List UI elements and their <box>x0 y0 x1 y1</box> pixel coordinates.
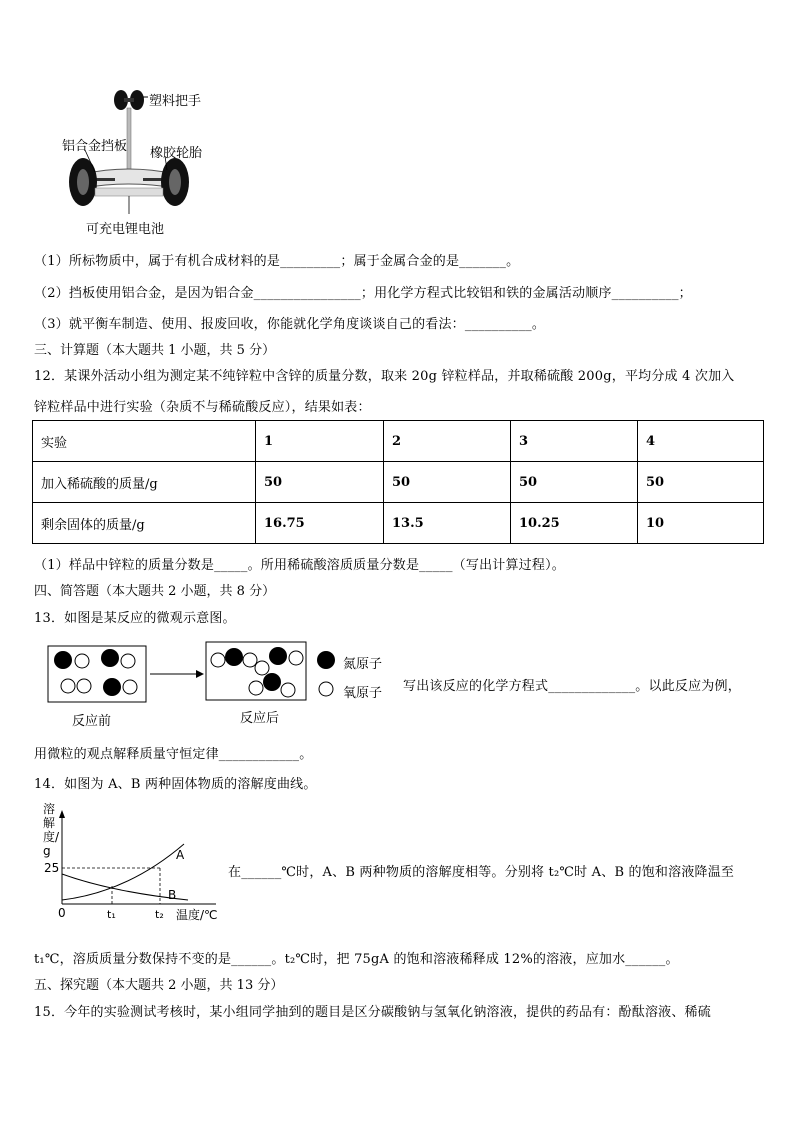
q13-line2: 用微粒的观点解释质量守恒定律____________。 <box>34 747 313 762</box>
table-cell: 2 <box>384 421 511 462</box>
graph-xlabel: 温度/℃ <box>176 908 218 922</box>
table-row <box>33 462 764 503</box>
table-cell: 50 <box>511 462 638 503</box>
q14-line2: t₁℃，溶质质量分数保持不变的是______。t₂℃时，把 75gA 的饱和溶液稀释成 12%的溶液，应加水______。 <box>34 952 679 967</box>
label-battery: 可充电锂电池 <box>86 222 165 237</box>
legend-nitrogen: 氮原子 <box>343 657 383 672</box>
section-3-heading: 三、计算题（本大题共 1 小题，共 5 分） <box>34 343 276 358</box>
q11-line3: （3）就平衡车制造、使用、报废回收，你能就化学角度谈谈自己的看法：__________。 <box>34 317 546 332</box>
table-cell: 4 <box>638 421 764 462</box>
table-cell: 加入稀硫酸的质量/g <box>33 462 256 503</box>
label-handle: 塑料把手 <box>149 94 202 109</box>
table-cell: 剩余固体的质量/g <box>33 503 256 544</box>
q11-line2: （2）挡板使用铝合金，是因为铝合金________________；用化学方程式比较铝和铁的金属活动顺序__________； <box>34 286 692 301</box>
table-cell: 13.5 <box>384 503 511 544</box>
label-baffle: 铝合金挡板 <box>62 139 128 154</box>
q12-line1: 12．某课外活动小组为测定某不纯锌粒中含锌的质量分数，取来 20g 锌粒样品，并取稀硫酸 200g，平均分成 4 次加入 <box>34 369 735 384</box>
graph-ylabel: 溶解度/g <box>43 802 60 858</box>
graph-origin: 0 <box>58 906 66 920</box>
curve-b-label: B <box>168 888 177 902</box>
table-row <box>33 503 764 544</box>
q13-intro: 13．如图是某反应的微观示意图。 <box>34 611 236 626</box>
legend-oxygen: 氧原子 <box>343 686 383 701</box>
q15-line1: 15．今年的实验测试考核时，某小组同学抽到的题目是区分碳酸钠与氢氧化钠溶液，提供的药品有：酚酞溶液、稀硫 <box>34 1005 711 1020</box>
table-cell: 50 <box>256 462 384 503</box>
q13-prompt: 写出该反应的化学方程式_____________。以此反应为例， <box>403 679 741 694</box>
table-cell: 10.25 <box>511 503 638 544</box>
q11-line1: （1）所标物质中，属于有机合成材料的是_________；属于金属合金的是_______。 <box>34 254 520 269</box>
curve-a-label: A <box>176 848 185 862</box>
table-cell: 16.75 <box>256 503 384 544</box>
table-cell: 3 <box>511 421 638 462</box>
label-tire: 橡胶轮胎 <box>150 146 203 161</box>
q12-sub1: （1）样品中锌粒的质量分数是_____。所用稀硫酸溶质质量分数是_____（写出计算过程）。 <box>34 558 565 573</box>
label-after: 反应后 <box>240 711 280 726</box>
q14-line1: 在______℃时，A、B 两种物质的溶解度相等。分别将 t₂℃时 A、B 的饱和溶液降温至 <box>228 865 735 880</box>
graph-xtick-t1: t₁ <box>107 908 116 921</box>
q12-line2: 锌粒样品中进行实验（杂质不与稀硫酸反应），结果如表： <box>34 400 371 415</box>
q14-intro: 14．如图为 A、B 两种固体物质的溶解度曲线。 <box>34 777 317 792</box>
experiment-table <box>32 420 764 544</box>
section-5-heading: 五、探究题（本大题共 2 小题，共 13 分） <box>34 978 284 993</box>
table-row <box>33 421 764 462</box>
table-cell: 实验 <box>33 421 256 462</box>
table-cell: 1 <box>256 421 384 462</box>
label-before: 反应前 <box>72 714 112 729</box>
table-cell: 10 <box>638 503 764 544</box>
section-4-heading: 四、简答题（本大题共 2 小题，共 8 分） <box>34 584 276 599</box>
table-cell: 50 <box>384 462 511 503</box>
graph-xtick-t2: t₂ <box>155 908 164 921</box>
graph-ytick-25: 25 <box>44 861 60 875</box>
table-cell: 50 <box>638 462 764 503</box>
